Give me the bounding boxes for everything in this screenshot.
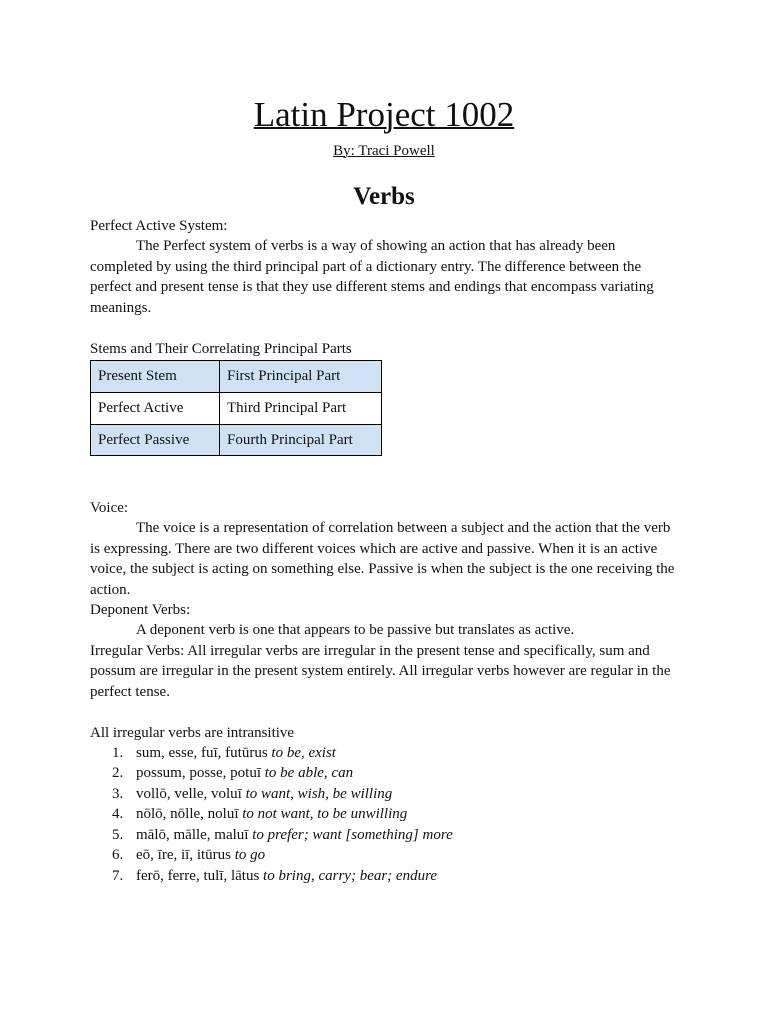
- verb-meaning: to be, exist: [271, 745, 336, 762]
- deponent-heading: Deponent Verbs:: [90, 601, 191, 618]
- verb-meaning: to want, wish, be willing: [245, 785, 393, 802]
- paragraph-line: perfect and present tense is that they use different stems and endings that encompass variating: [90, 279, 654, 296]
- document-title-text: Latin Project 1002: [253, 95, 515, 134]
- verb-meaning: to not want, to be unwilling: [242, 806, 408, 823]
- principal-parts: vollō, velle, voluī: [136, 785, 242, 802]
- table-cell-principal-part: First Principal Part: [220, 361, 382, 393]
- table-row: [91, 361, 382, 393]
- perfect-active-heading: Perfect Active System:: [90, 217, 228, 234]
- principal-parts: possum, posse, potuī: [136, 765, 262, 782]
- paragraph-line: action.: [90, 581, 131, 598]
- author-byline: [0, 141, 768, 161]
- list-item: [90, 866, 674, 886]
- paragraph-line: completed by using the third principal part of a dictionary entry. The difference between the: [90, 258, 642, 275]
- paragraph-line: meanings.: [90, 299, 152, 316]
- table-row: [91, 424, 382, 456]
- stems-table-caption: Stems and Their Correlating Principal Parts: [90, 340, 352, 357]
- list-item: [90, 825, 674, 845]
- list-item: [90, 763, 674, 783]
- principal-parts: sum, esse, fuī, futūrus: [136, 745, 268, 762]
- principal-parts: nōlō, nōlle, noluī: [136, 806, 239, 823]
- principal-parts: mālō, mālle, maluī: [136, 826, 249, 843]
- list-number: 1.: [112, 745, 124, 762]
- table-cell-principal-part: Third Principal Part: [220, 392, 382, 424]
- list-item: [90, 804, 674, 824]
- verb-meaning: to bring, carry; bear; endure: [263, 867, 438, 884]
- voice-heading: Voice:: [90, 499, 129, 516]
- list-number: 3.: [112, 785, 124, 802]
- author-byline-text: By: Traci Powell: [333, 143, 435, 159]
- table-cell-stem: Perfect Passive: [91, 424, 220, 456]
- verb-meaning: to be able, can: [264, 765, 354, 782]
- list-item: [90, 784, 674, 804]
- paragraph-line: The voice is a representation of correlation between a subject and the action that the verb: [136, 520, 671, 537]
- list-number: 5.: [112, 826, 124, 843]
- table-cell-stem: Present Stem: [91, 361, 220, 393]
- list-number: 4.: [112, 806, 124, 823]
- table-cell-principal-part: Fourth Principal Part: [220, 424, 382, 456]
- list-number: 6.: [112, 847, 124, 864]
- list-number: 2.: [112, 765, 124, 782]
- principal-parts: eō, īre, iī, itūrus: [136, 847, 231, 864]
- verb-meaning: to go: [234, 847, 266, 864]
- paragraph-line: Irregular Verbs: All irregular verbs are irregular in the present tense and specifically, sum and: [90, 642, 650, 659]
- paragraph-line: possum are irregular in the present system entirely. All irregular verbs however are regular in the: [90, 663, 671, 680]
- principal-parts: ferō, ferre, tulī, lātus: [136, 867, 260, 884]
- intransitive-list-intro: All irregular verbs are intransitive: [90, 724, 295, 741]
- paragraph-line: A deponent verb is one that appears to be passive but translates as active.: [136, 622, 575, 639]
- document-title: [0, 95, 768, 135]
- paragraph-line: voice, the subject is acting on something else. Passive is when the subject is the one receiving the: [90, 561, 675, 578]
- paragraph-line: is expressing. There are two different voices which are active and passive. When it is an active: [90, 540, 658, 557]
- section-heading-verbs: Verbs: [353, 183, 415, 210]
- list-item: [90, 845, 674, 865]
- paragraph-line: perfect tense.: [90, 683, 170, 700]
- table-cell-stem: Perfect Active: [91, 392, 220, 424]
- list-item: [90, 743, 674, 763]
- blank-line: [90, 702, 674, 722]
- verb-meaning: to prefer; want [something] more: [252, 826, 453, 843]
- voice-and-irregular-section: [90, 498, 674, 886]
- table-row: [91, 392, 382, 424]
- stems-table: [90, 360, 382, 456]
- paragraph-line: The Perfect system of verbs is a way of showing an action that has already been: [136, 238, 616, 255]
- perfect-active-section: [90, 216, 654, 318]
- list-number: 7.: [112, 867, 124, 884]
